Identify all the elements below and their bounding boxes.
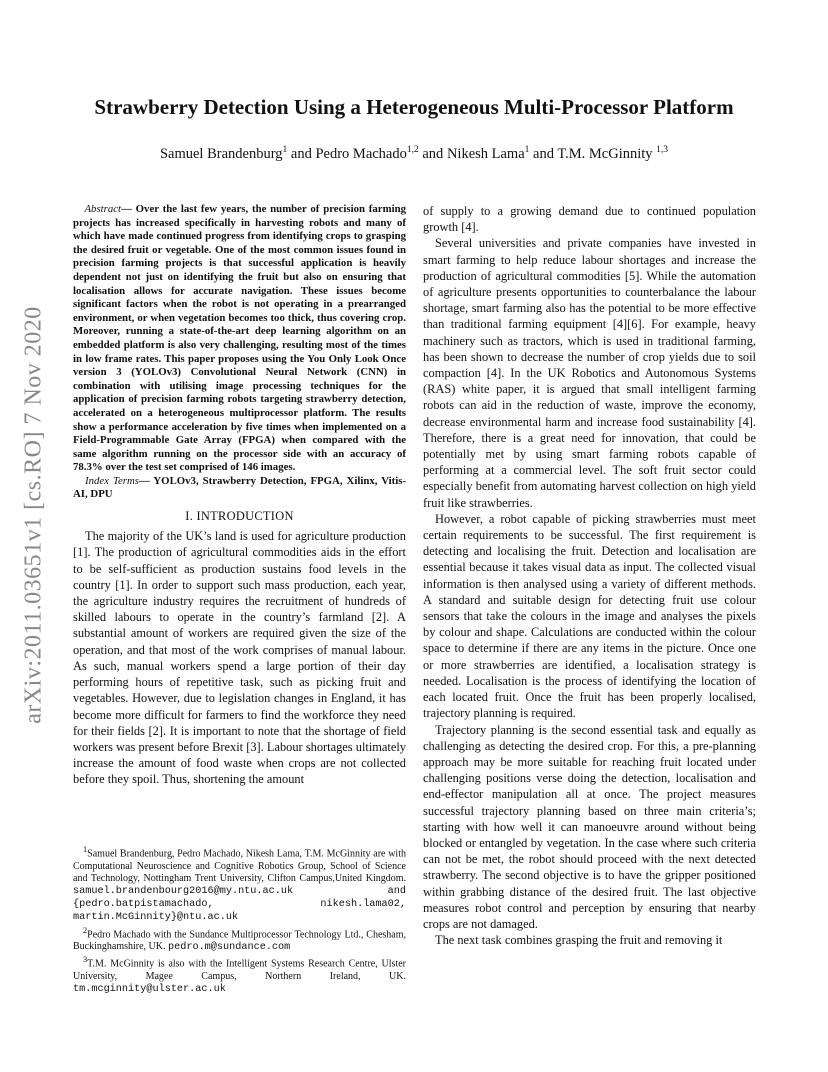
footnote-text: Pedro Machado with the Sundance Multiprocessor Technology Ltd., Chesham, Buckinghamshire, UK. — [73, 928, 406, 953]
author-name: Pedro Machado — [315, 145, 407, 162]
section-heading: I. INTRODUCTION — [185, 509, 294, 524]
paragraph: The next task combines grasping the fruit and removing it — [435, 933, 723, 948]
footnote — [73, 954, 406, 996]
footnote-text: T.M. McGinnity is also with the Intelligent Systems Research Centre, Ulster University, Magee Campus, Northern Ireland, UK. — [73, 958, 406, 982]
footnote-mark: 1 — [83, 845, 88, 854]
author-name: Samuel Brandenburg — [159, 145, 283, 162]
footnote-email: samuel.brandenbourg2016@my.ntu.ac.uk and {pedro.batpistamachado, nikesh.lama02, martin.McGinnity}@ntu.ac.uk — [73, 885, 406, 924]
abstract — [73, 203, 406, 475]
arxiv-id: arXiv:2011.03651v1 [cs.RO] 7 Nov 2020 — [20, 306, 47, 724]
abstract-text: — Over the last few years, the number of precision farming projects has increased specifically in harvesting robots and many of which have made continued progress from identifying crops to grasping the desired fruit or vegetable. One of the most common issues found in precision farming projects is that successful application is heavily dependent not just on identifying the fruit but also on ensuring that localisation allows for accurate navigation. These issues become significant factors when the robot is not operating in a prearranged environment, or when vegetation becomes too thick, thus covering crop. Moreover, running a state-of-the-art deep learning algorithm on an embedded platform is also very challenging, resulting most of the times in low frame rates. This paper proposes using the You Only Look Once version 3 (YOLOv3) Convolutional Neural Network (CNN) in combination with utilising image processing techniques for the application of precision farming robots targeting strawberry detection, accelerated on a heterogeneous multiprocessor platform. The results show a performance acceleration by five times when implemented on a Field-Programmable Gate Array (FPGA) when compared with the same algorithm running on the processor side with an accuracy of 78.3% over the test set comprised of 146 images. — [73, 203, 406, 474]
author-affiliation-mark: 1,3 — [656, 145, 669, 155]
author-separator: and — [422, 145, 444, 162]
right-column — [423, 203, 756, 948]
index-terms-text: — YOLOv3, Strawberry Detection, FPGA, Xilinx, Vitis-AI, DPU — [73, 474, 407, 501]
paragraph: Trajectory planning is the second essential task and equally as challenging as detecting the desired crop. For this, a pre-planning approach may be more suitable for reaching fruit located under challenging positions verse doing the detection, localisation and end-effector manipulation all at once. The project measures successful trajectory planning based on three main criteria’s; starting with how well it can manoeuvre around without being blocked or entangled by vegetation. In the case where such criteria can not be met, the robot should proceed with the next detected strawberry. The second objective is to have the gripper positioned within grabbing distance of the desired fruit. The last objective measures robot control and perception by ensuring that nearby crops are not damaged. — [423, 722, 756, 931]
paragraph: However, a robot capable of picking strawberries must meet certain requirements to be successful. The first requirement is detecting and localising the fruit. Detection and localisation are essential because it takes visual data as input. The collected visual information is then analysed using a variety of different methods. A standard and suitable design for detecting fruit use colour sensors that take the colours in the image and analyses the pixels by colour and shape. Calculations are conducted within the colour space to determine if there are any items in the picture. Once one or more strawberries are identified, a localisation strategy is needed. Localisation is the process of identifying the location of each located fruit. Once the fruit has been properly localised, trajectory planning is required. — [423, 511, 756, 721]
left-column — [73, 203, 406, 788]
author-name: T.M. McGinnity — [557, 145, 653, 162]
index-terms — [73, 475, 406, 502]
footnote-text: Samuel Brandenburg, Pedro Machado, Nikesh Lama, T.M. McGinnity are with Computational Neuroscience and Cognitive Robotics Group, School of Science and Technology, Nottingham Trent University, Clifton Campus,United Kingdom. — [73, 848, 406, 884]
footnote — [73, 844, 406, 925]
footnote-mark: 3 — [83, 955, 88, 965]
footnotes — [73, 844, 406, 996]
author-affiliation-mark: 1,2 — [406, 145, 419, 155]
footnote — [73, 925, 406, 955]
abstract-label: Abstract — [84, 203, 122, 215]
paragraph: Several universities and private companies have invested in smart farming to help reduce labour shortages and increase the production of agricultural commodities [5]. While the automation of agriculture presents opportunities to counterbalance the labour shortage, smart farming also has the potential to be more effective than traditional farming equipment [4][6]. For example, heavy machinery such as tractors, which is used in traditional farming, has been shown to decrease the number of crop yields due to soil compaction [4]. In the UK Robotics and Autonomous Systems (RAS) white paper, it is argued that small intelligent farming robots can aid in the reduction of waste, improve the economy, decrease environmental harm and increase food sustainability [4]. Therefore, there is a great need for innovation, that could be potentially met by using smart farming robots capable of performing at a commercial level. The soft fruit sector could especially benefit from automating harvest collection on high yield fruit like strawberries. — [423, 236, 756, 510]
author-affiliation-mark: 1 — [282, 145, 288, 155]
author-affiliation-mark: 1 — [524, 145, 530, 155]
author-list — [60, 145, 768, 163]
paragraph: The majority of the UK’s land is used for agriculture production [1]. The production of agricultural commodities aids in the effort to be self-sufficient as production sustains food levels in the country [1]. In order to support such mass production, each year, the agriculture industry requires the recruitment of hundreds of skilled labours to operate in the country’s farmland [2]. A substantial amount of workers are required given the size of the operation, and that most of the work comprises of manual labour. As such, manual workers spend a large portion of their day performing hours of repetitive task, such as picking fruit and vegetables. However, due to legislation changes in England, it has become more difficult for farmers to find the workforce they need for their fields [2]. It is important to note that the shortage of field workers was present before Brexit [3]. Labour shortages ultimately increase the amount of food waste when crops are not collected before they spoil. Thus, shortening the amount — [73, 529, 406, 787]
footnote-email: pedro.m@sundance.com — [168, 942, 291, 954]
author-name: Nikesh Lama — [446, 145, 525, 162]
arxiv-sidebar-stamp — [14, 280, 54, 750]
paper-title: Strawberry Detection Using a Heterogeneous Multi-Processor Platform — [94, 95, 734, 119]
author-separator: and — [533, 145, 554, 162]
footnote-mark: 2 — [83, 925, 88, 935]
paragraph: of supply to a growing demand due to continued population growth [4]. — [423, 204, 756, 235]
footnote-email: tm.mcginnity@ulster.ac.uk — [73, 984, 226, 996]
index-terms-label: Index Terms — [85, 474, 139, 487]
author-separator: and — [290, 145, 312, 162]
